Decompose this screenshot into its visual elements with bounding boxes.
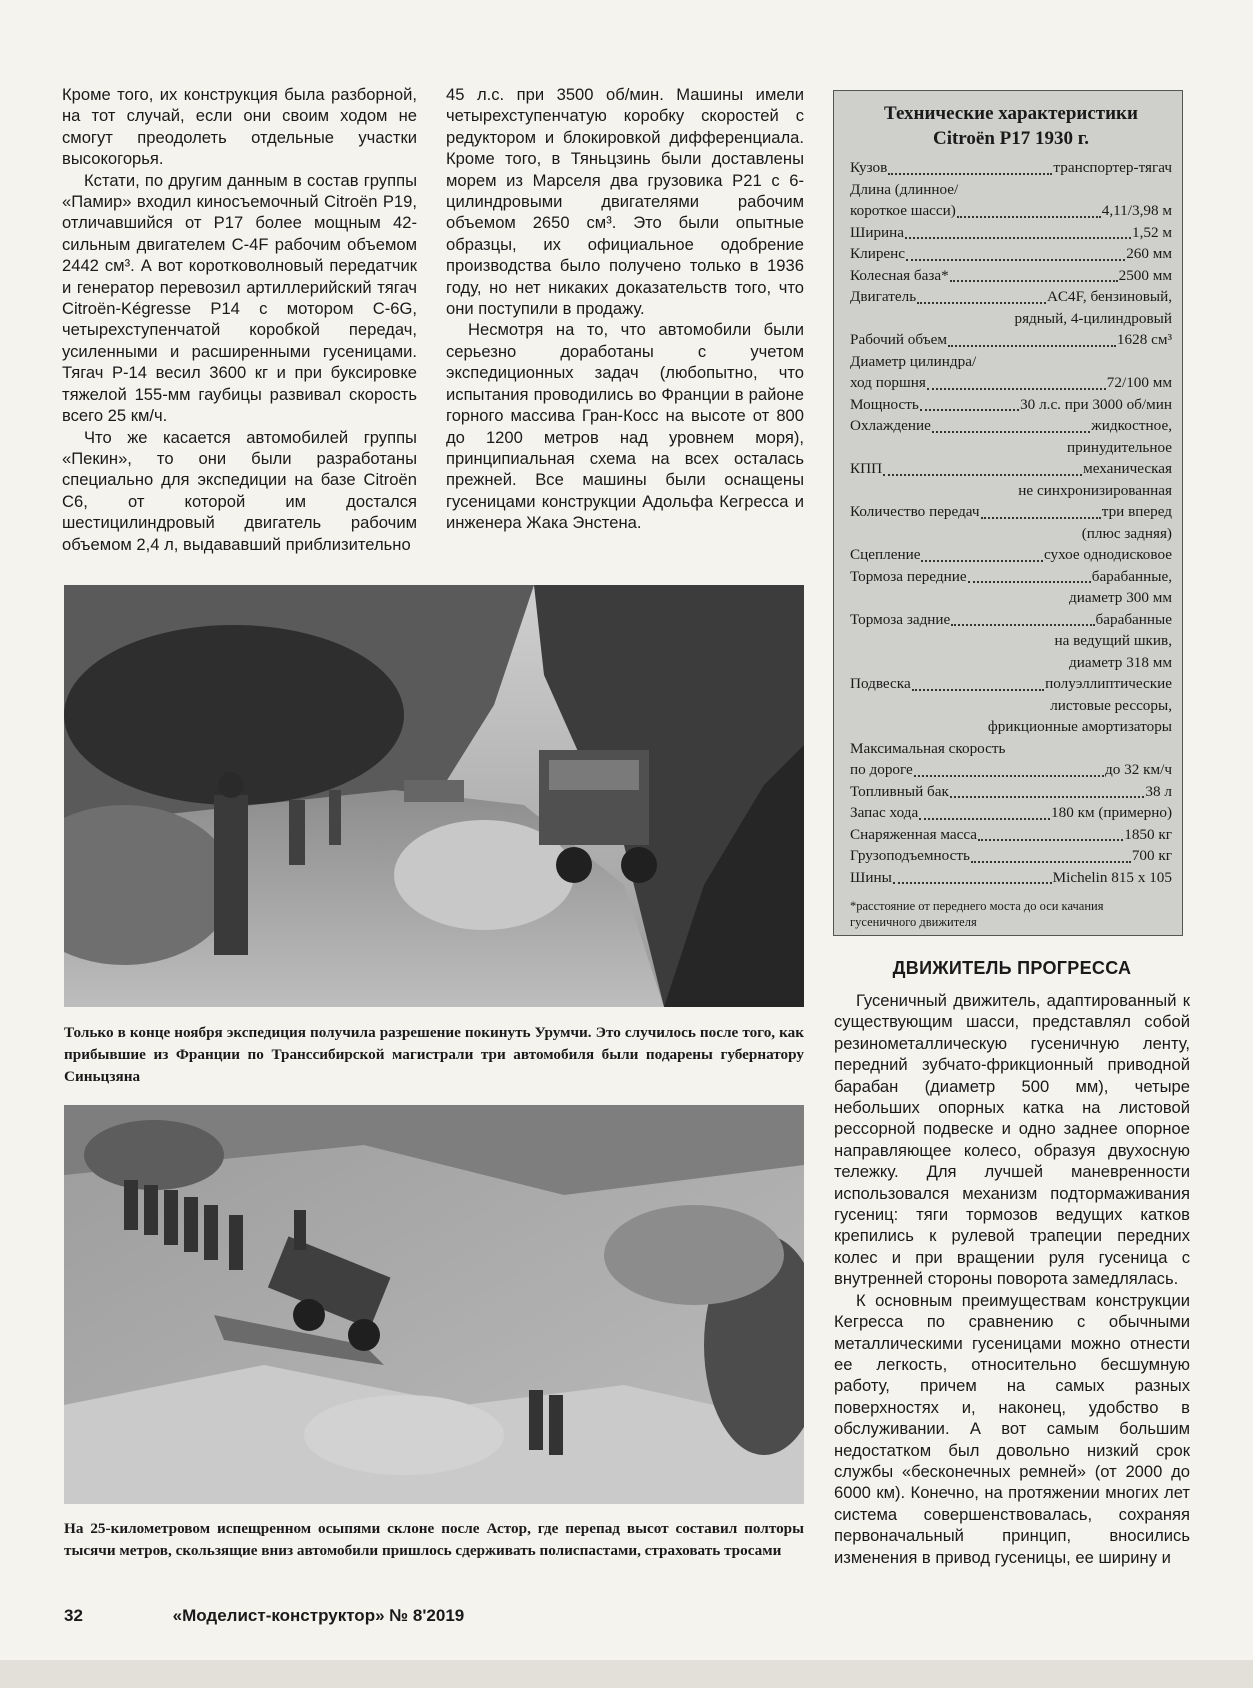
leader-dots [932,430,1090,433]
paragraph: К основным преимуществам конструкции Кегресса по сравнению с обычными металлическими гусеницами можно отнести ее легкость, относительно бесшумную работу, причем на самых разных поверхностях и, наконец, удобство в обслуживании. А вот самым большим недостатком был довольно низкий срок службы «бесконечных ремней» (от 2000 до 6000 км). Конечно, на протяжении многих лет система совершенствовалась, сохраняя первоначальный принцип, вносились изменения в привод гусеницы, ее ширину и [834,1290,1190,1567]
leader-dots [981,516,1101,519]
leader-dots [919,817,1050,820]
spec-value: 180 км (примерно) [1051,804,1172,821]
spec-value: три вперед [1101,503,1172,520]
specifications-title-line2: Citroën P17 1930 г. [932,128,1089,149]
spec-value: 260 мм [1126,245,1172,262]
spec-label-line: Диаметр цилиндра/ [850,352,977,370]
page-number: 32 [64,1606,83,1625]
spec-label-line: Длина (длинное/ [850,180,959,198]
leader-dots [951,623,1094,626]
spec-label: Шины [850,868,892,886]
text-column-1 [62,84,417,555]
spec-label: Колесная база* [850,266,949,284]
spec-value: полуэллиптические [1045,675,1172,692]
photo-gorge-truck-image [64,585,804,1007]
text-column-2 [446,84,804,534]
spec-value: транспортер-тягач [1053,159,1172,176]
spec-row [850,867,1172,889]
spec-value: 38 л [1145,782,1172,800]
magazine-title: «Моделист-конструктор» № 8'2019 [172,1606,465,1625]
spec-row [850,501,1172,523]
spec-value: до 32 км/ч [1105,761,1172,778]
spec-label: короткое шасси) [850,202,956,219]
spec-value: 4,11/3,98 м [1101,202,1172,219]
spec-value: 700 кг [1131,847,1172,864]
spec-label: Ширина [850,223,905,241]
spec-row [850,157,1172,179]
spec-value-continuation: фрикционные амортизаторы [987,718,1172,735]
spec-value-continuation: рядный, 4-цилиндровый [1014,309,1172,327]
text-column-3 [834,990,1190,1568]
spec-value: 2500 мм [1118,266,1172,284]
spec-label: Топливный бак [850,782,949,800]
leader-dots [920,408,1019,411]
spec-row [850,673,1172,695]
spec-value: 30 л.с. при 3000 об/мин [1020,395,1172,413]
spec-label: Количество передач [850,503,980,520]
spec-label: Снаряженная масса [850,825,978,843]
specifications-title-line1: Технические характеристики [884,103,1138,124]
photo-gorge-truck [64,585,804,1007]
spec-value-continuation: принудительное [1067,438,1172,456]
spec-row [850,372,1172,394]
leader-dots [978,838,1123,841]
spec-row [850,544,1172,566]
spec-label: Охлаждение [850,417,931,434]
paragraph: Гусеничный движитель, адаптированный к существующим шасси, представлял собой резинометаллическую гусеничную ленту, передний зубчато-фрикционный приводной барабан (диаметр 500 мм), четыре небольших опорных катка на листовой рессорной подвеске и одно заднее опорное направляющее колесо, образуя двухосную тележку. Для лучшей маневренности использовался механизм подтормаживания гусениц: тяги тормозов ведущих катков крепились к рулевой трапеции передних колес и при вращении руля гусеница с внутренней стороны поворота замедлялась. [834,991,1190,1289]
spec-label: Подвеска [850,675,911,692]
spec-label: по дороге [850,761,913,778]
spec-label: Кузов [850,159,888,176]
spec-label-line: Максимальная скорость [850,739,1006,757]
spec-row [850,415,1172,437]
paragraph: 45 л.с. при 3500 об/мин. Машины имели четырехступенчатую коробку скоростей с редуктором и блокировкой дифференциала. Кроме того, в Тяньцзинь были доставлены морем из Марселя два грузовика P21 с 6-цилиндровыми двигателями рабочим объемом 2650 см³. Это были опытные образцы, их официальное одобрение производства было получено только в 1936 году, но нет никаких доказательств того, что они поступили в продажу. [446,85,804,319]
leader-dots [883,473,1082,476]
leader-dots [957,215,1101,218]
scan-edge [0,1660,1253,1688]
spec-value-continuation: диаметр 318 мм [1069,653,1172,671]
leader-dots [906,258,1125,261]
paragraph: Кстати, по другим данным в состав группы «Памир» входил киносъемочный Citroën P19, отличавшийся от P17 более мощным 42-сильным двигателем C-4F рабочим объемом 2442 см³. А вот коротковолновый передатчик и генератор перевозил артиллерийский тягач Citroën-Kégresse P14 с мотором C-6G, четырехступенчатой коробкой передач, усиленными и расширенными гусеницами. Тягач P-14 весил 3600 кг и при буксировке тяжелой 155-мм гаубицы развивал скорость всего 25 км/ч. [62,170,417,426]
spec-value-continuation: диаметр 300 мм [1069,589,1172,606]
paragraph: Несмотря на то, что автомобили были серьезно доработаны с учетом экспедиционных задач (любопытно, что испытания проводились во Франции в районе горного массива Гран-Косс на высоте от 800 до 1200 метров над уровнем моря), принципиальная схема на всех осталась прежней. Все машины были оснащены гусеницами конструкции Адольфа Кегресса и инженера Жака Энстена. [446,320,804,533]
leader-dots [914,774,1104,777]
spec-label: Тормоза задние [850,610,951,628]
photo-caption: Только в конце ноября экспедиция получила разрешение покинуть Урумчи. Это случилось после того, как прибывшие из Франции по Транссибирской магистрали три автомобиля были подарены губернатору Синьцзяна [64,1024,804,1085]
spec-label: Грузоподъемность [850,847,970,864]
spec-value: Michelin 815 x 105 [1052,868,1172,886]
spec-row [850,566,1172,588]
leader-dots [921,559,1043,562]
spec-value-continuation: листовые рессоры, [1050,696,1172,714]
spec-label: КПП [850,460,883,477]
spec-value: сухое однодисковое [1043,546,1172,563]
specifications-footnote: *расстояние от переднего моста до оси качания гусеничного движителя [850,899,1104,929]
spec-value: 1,52 м [1132,223,1172,241]
spec-value-continuation: (плюс задняя) [1081,524,1172,542]
spec-value-continuation: на ведущий шкив, [1054,632,1172,649]
spec-label: Сцепление [850,546,921,563]
leader-dots [927,387,1106,390]
spec-value: барабанные [1095,610,1172,628]
spec-label: Рабочий объем [850,331,947,348]
spec-value: 1628 см³ [1116,331,1172,348]
specifications-title [850,101,1172,151]
spec-row [850,200,1172,222]
paragraph: Что же касается автомобилей группы «Пекин», то они были разработаны специально для экспедиции на базе Citroën C6, от которой им достался шестицилиндровый двигатель рабочим объемом 2,4 л, выдававший приблизительно [62,427,417,554]
leader-dots [950,279,1118,282]
spec-row [850,286,1172,308]
spec-value: 72/100 мм [1106,374,1172,391]
photo-caption: На 25-километровом испещренном осыпями склоне после Астор, где перепад высот составил полторы тысячи метров, скользящие вниз автомобили пришлось сдерживать полиспастами, страховать тросами [64,1520,804,1559]
spec-value: жидкостное, [1091,417,1172,434]
spec-label: Тормоза передние [850,567,967,585]
spec-row [850,802,1172,824]
spec-row [850,243,1172,265]
paragraph: Кроме того, их конструкция была разборной, на тот случай, если они своим ходом не смогут преодолеть отдельные участки высокогорья. [62,85,417,169]
specifications-list [850,157,1172,888]
spec-label: Запас хода [850,804,919,821]
spec-value: барабанные, [1091,567,1172,585]
spec-row [850,609,1172,631]
spec-label: Мощность [850,395,919,413]
spec-row [850,781,1172,803]
leader-dots [893,881,1052,884]
spec-label: Клиренс [850,245,906,262]
leader-dots [950,795,1145,798]
leader-dots [968,580,1091,583]
spec-row [850,329,1172,351]
spec-row [850,222,1172,244]
photo-slope-car-image [64,1105,804,1504]
spec-value-continuation: не синхронизированная [1018,481,1172,499]
spec-value: механическая [1083,460,1172,477]
spec-row [850,458,1172,480]
spec-value: 1850 кг [1124,825,1172,843]
leader-dots [888,172,1052,175]
leader-dots [948,344,1116,347]
leader-dots [905,236,1131,239]
spec-row [850,394,1172,416]
page-footer [64,1606,464,1626]
spec-row [850,824,1172,846]
spec-label: ход поршня [850,374,926,391]
spec-value: AC4F, бензиновый, [1046,288,1172,305]
section-heading: ДВИЖИТЕЛЬ ПРОГРЕССА [892,958,1132,978]
photo-slope-car [64,1105,804,1504]
leader-dots [912,688,1044,691]
specifications-box [833,90,1183,936]
spec-row [850,759,1172,781]
leader-dots [917,301,1046,304]
leader-dots [971,860,1131,863]
spec-label: Двигатель [850,288,917,305]
spec-row [850,845,1172,867]
spec-row [850,265,1172,287]
